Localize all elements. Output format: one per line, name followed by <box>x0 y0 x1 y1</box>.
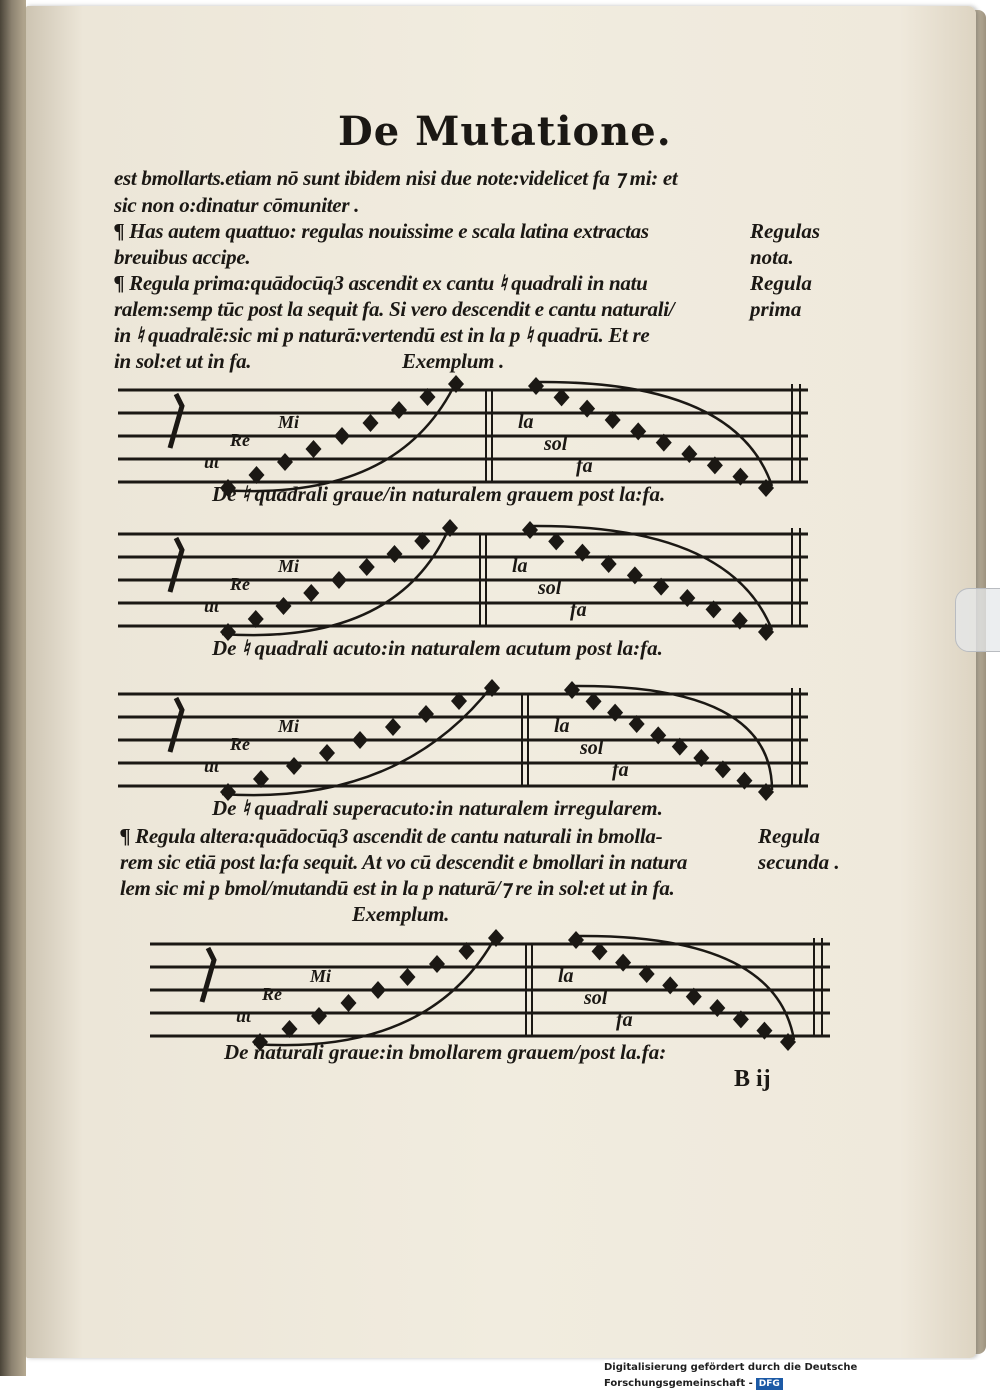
slur <box>536 382 772 486</box>
solmization-syllable: ut <box>236 1006 252 1026</box>
solmization-syllable: fa <box>616 1009 633 1031</box>
clef-mark <box>170 698 182 752</box>
solmization-syllable: Re <box>230 574 250 594</box>
note-diamond <box>650 726 666 744</box>
margin-note: secunda . <box>758 850 840 874</box>
example-caption: De naturali graue:in bmollarem grauem/post la.fa: <box>224 1040 667 1064</box>
bookmark-tab <box>955 588 1000 652</box>
margin-note: Regulas <box>750 219 821 243</box>
solmization-syllable: Re <box>230 430 250 450</box>
note-diamond <box>391 401 407 419</box>
text-line: in sol:et ut in fa. <box>114 349 252 373</box>
note-diamond <box>334 427 350 445</box>
note-diamond <box>429 955 445 973</box>
solmization-syllable: fa <box>612 759 629 781</box>
note-diamond <box>385 718 401 736</box>
note-diamond <box>341 994 357 1012</box>
note-diamond <box>564 681 580 699</box>
solmization-syllable: sol <box>544 433 568 455</box>
margin-note: Regula <box>758 824 820 848</box>
solmization-syllable: fa <box>570 599 587 621</box>
note-diamond <box>303 584 319 602</box>
slur <box>576 936 794 1040</box>
solmization-syllable: Mi <box>278 716 300 736</box>
book-cover-edge <box>0 0 26 1376</box>
digitization-credit <box>604 1360 1000 1389</box>
text-line: sic non o:dinatur cōmuniter . <box>114 193 360 217</box>
text-line: ralem:semp tūc post la sequit fa. Si vero descendit e cantu naturali/ <box>114 297 675 321</box>
text-line: ¶ Regula altera:quādocūq3 ascendit de cantu naturali in bmolla- <box>120 824 663 848</box>
text-line: ¶ Regula prima:quādocūq3 ascendit ex cantu ♮ quadrali in natu <box>114 271 648 295</box>
solmization-syllable: ut <box>204 452 220 472</box>
note-diamond <box>331 571 347 589</box>
note-diamond <box>568 931 584 949</box>
solmization-syllable: ut <box>204 596 220 616</box>
page-number: B ij <box>734 1066 771 1092</box>
credit-text: Digitalisierung gefördert durch die Deutsche Forschungsgemeinschaft - <box>604 1362 858 1389</box>
solmization-syllable: Re <box>262 984 282 1004</box>
text-line: lem sic mi p bmol/mutandū est in la p naturā/⁊ re in sol:et ut in fa. <box>120 876 675 900</box>
text-line: breuibus accipe. <box>114 245 251 269</box>
note-diamond <box>574 544 590 562</box>
solmization-syllable: Mi <box>278 556 300 576</box>
text-line: ¶ Has autem quattuo: regulas nouissime e scala latina extractas <box>114 219 649 243</box>
solmization-syllable: la <box>512 555 528 577</box>
note-diamond <box>607 704 623 722</box>
example-caption: De ♮ quadrali graue/in naturalem grauem post la:fa. <box>212 482 666 506</box>
margin-note: prima <box>750 297 802 321</box>
solmization-syllable: Mi <box>278 412 300 432</box>
solmization-syllable: sol <box>584 987 608 1009</box>
example-caption: De ♮ quadrali superacuto:in naturalem irregularem. <box>212 796 663 820</box>
text-line: rem sic etiā post la:fa sequit. At vo cū descendit e bmollari in natura <box>120 850 688 874</box>
music-example-3 <box>118 668 818 788</box>
note-diamond <box>630 422 646 440</box>
note-diamond <box>662 976 678 994</box>
note-diamond <box>522 521 538 539</box>
solmization-syllable: la <box>554 715 570 737</box>
note-diamond <box>352 731 368 749</box>
note-diamond <box>387 545 403 563</box>
solmization-syllable: sol <box>580 737 604 759</box>
solmization-syllable: ut <box>204 756 220 776</box>
margin-note: Regula <box>750 271 812 295</box>
clef-mark <box>170 394 182 448</box>
note-diamond <box>370 981 386 999</box>
dfg-logo: DFG <box>756 1378 783 1390</box>
example-caption: De ♮ quadrali acuto:in naturalem acutum post la:fa. <box>212 636 663 660</box>
solmization-syllable: Re <box>230 734 250 754</box>
solmization-syllable: la <box>558 965 574 987</box>
solmization-syllable: fa <box>576 455 593 477</box>
clef-mark <box>202 948 214 1002</box>
solmization-syllable: Mi <box>310 966 332 986</box>
note-diamond <box>286 757 302 775</box>
music-example-1 <box>118 372 818 482</box>
note-diamond <box>400 968 416 986</box>
note-diamond <box>359 558 375 576</box>
note-diamond <box>319 744 335 762</box>
clef-mark <box>170 538 182 592</box>
text-line: in ♮ quadralē:sic mi p naturā:vertendū est in la p ♮ quadrū. Et re <box>114 323 650 347</box>
note-diamond <box>627 566 643 584</box>
exemplum-label: Exemplum. <box>352 902 450 926</box>
text-line: est bmollarts.etiam nō sunt ibidem nisi due note:videlicet fa ⁊ mi: et <box>114 166 678 190</box>
music-example-4 <box>150 922 840 1040</box>
music-example-2 <box>118 508 818 628</box>
note-diamond <box>306 440 322 458</box>
exemplum-label: Exemplum . <box>402 349 505 373</box>
solmization-syllable: sol <box>538 577 562 599</box>
margin-note: nota. <box>750 245 794 269</box>
note-diamond <box>363 414 379 432</box>
note-diamond <box>311 1007 327 1025</box>
note-diamond <box>528 377 544 395</box>
note-diamond <box>276 597 292 615</box>
slur <box>530 526 772 630</box>
note-diamond <box>277 453 293 471</box>
note-diamond <box>418 705 434 723</box>
note-diamond <box>615 954 631 972</box>
solmization-syllable: la <box>518 411 534 433</box>
note-diamond <box>579 400 595 418</box>
page-heading: De Mutatione. <box>338 108 672 155</box>
